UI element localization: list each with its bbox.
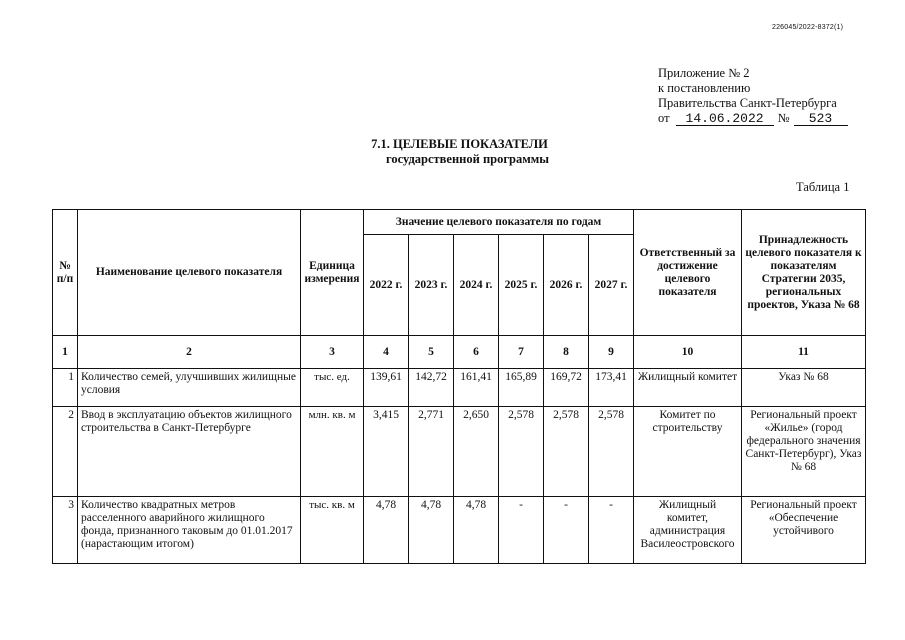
value-2026: 2,578 (544, 407, 589, 497)
responsible: Комитет по строительству (634, 407, 742, 497)
resolution-number: 523 (794, 112, 848, 126)
header-name: Наименование целевого показателя (78, 210, 301, 336)
appendix-line-3: Правительства Санкт-Петербурга (658, 96, 837, 110)
appendix-line-2: к постановлению (658, 81, 751, 95)
responsible: Жилищный комитет (634, 369, 742, 407)
table-row (53, 407, 866, 497)
header-unit: Единица измерения (301, 210, 364, 336)
header-year: 2024 г. (454, 235, 499, 336)
column-number: 2 (78, 336, 301, 369)
value-2022: 4,78 (364, 497, 409, 564)
header-year: 2027 г. (589, 235, 634, 336)
column-number: 3 (301, 336, 364, 369)
row-num: 3 (53, 497, 78, 564)
value-2024: 4,78 (454, 497, 499, 564)
column-number: 6 (454, 336, 499, 369)
header-num: № п/п (53, 210, 78, 336)
document-registration-number: 226045/2022-8372(1) (772, 24, 844, 31)
responsible: Жилищный комитет, администрация Василеостровского (634, 497, 742, 564)
indicator-name: Количество семей, улучшивших жилищные условия (78, 369, 301, 407)
table-label: Таблица 1 (796, 180, 850, 194)
header-belonging: Принадлежность целевого показателя к показателям Стратегии 2035, региональных проектов, Указа № 68 (742, 210, 866, 336)
value-2026: 169,72 (544, 369, 589, 407)
value-2023: 4,78 (409, 497, 454, 564)
target-indicators-table (52, 209, 866, 564)
column-number: 8 (544, 336, 589, 369)
column-number: 10 (634, 336, 742, 369)
title-line-2: государственной программы (385, 152, 550, 166)
appendix-line-1: Приложение № 2 (658, 66, 750, 80)
value-2027: 173,41 (589, 369, 634, 407)
header-year: 2022 г. (364, 235, 409, 336)
indicator-unit: млн. кв. м (301, 407, 364, 497)
column-number: 11 (742, 336, 866, 369)
resolution-date: 14.06.2022 (676, 112, 774, 126)
column-number: 7 (499, 336, 544, 369)
number-sign: № (777, 111, 790, 125)
column-number: 1 (53, 336, 78, 369)
indicator-unit: тыс. кв. м (301, 497, 364, 564)
value-2022: 139,61 (364, 369, 409, 407)
appendix-date-line (658, 111, 848, 126)
column-number: 9 (589, 336, 634, 369)
indicator-name: Ввод в эксплуатацию объектов жилищного строительства в Санкт-Петербурге (78, 407, 301, 497)
column-number-row (53, 336, 866, 369)
value-2024: 2,650 (454, 407, 499, 497)
indicator-name: Количество квадратных метров расселенного аварийного жилищного фонда, признанного таковым до 01.01.2017 (нарастающим итогом) (78, 497, 301, 564)
value-2027: - (589, 497, 634, 564)
header-year: 2026 г. (544, 235, 589, 336)
belonging: Указ № 68 (742, 369, 866, 407)
column-number: 5 (409, 336, 454, 369)
header-year: 2023 г. (409, 235, 454, 336)
header-year: 2025 г. (499, 235, 544, 336)
value-2027: 2,578 (589, 407, 634, 497)
from-label: от (658, 111, 670, 125)
table-row (53, 369, 866, 407)
value-2026: - (544, 497, 589, 564)
header-years-group: Значение целевого показателя по годам (364, 210, 634, 235)
indicator-unit: тыс. ед. (301, 369, 364, 407)
value-2023: 2,771 (409, 407, 454, 497)
table-row (53, 497, 866, 564)
belonging: Региональный проект «Жилье» (город федерального значения Санкт-Петербург), Указ № 68 (742, 407, 866, 497)
column-number: 4 (364, 336, 409, 369)
row-num: 2 (53, 407, 78, 497)
title-line-1: 7.1. ЦЕЛЕВЫЕ ПОКАЗАТЕЛИ (371, 137, 548, 151)
section-title (0, 137, 905, 167)
header-responsible: Ответственный за достижение целевого показателя (634, 210, 742, 336)
belonging: Региональный проект «Обеспечение устойчивого (742, 497, 866, 564)
value-2025: 165,89 (499, 369, 544, 407)
value-2023: 142,72 (409, 369, 454, 407)
row-num: 1 (53, 369, 78, 407)
value-2025: - (499, 497, 544, 564)
appendix-block (658, 66, 848, 126)
value-2024: 161,41 (454, 369, 499, 407)
value-2022: 3,415 (364, 407, 409, 497)
value-2025: 2,578 (499, 407, 544, 497)
